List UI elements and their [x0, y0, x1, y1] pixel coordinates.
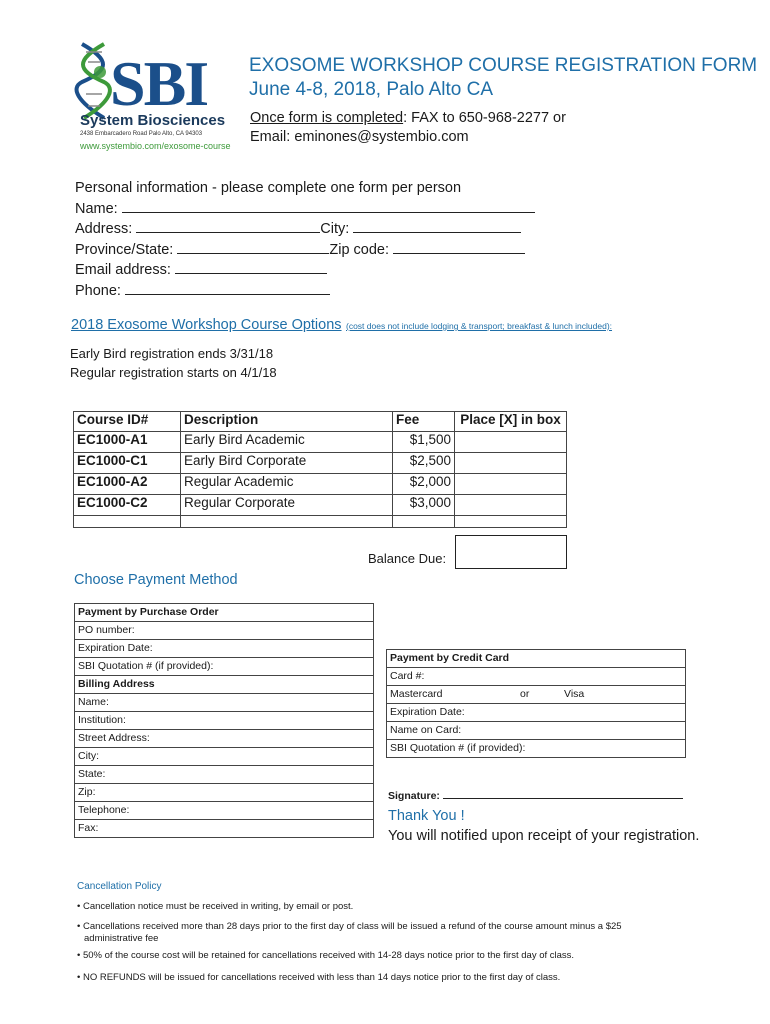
course-desc: Early Bird Academic — [181, 432, 393, 453]
cancellation-heading: Cancellation Policy — [77, 881, 162, 892]
po-quotation-field[interactable]: SBI Quotation # (if provided): — [75, 658, 373, 676]
course-options-heading — [71, 316, 671, 334]
personal-heading: Personal information - please complete one form per person — [75, 180, 462, 196]
course-id: EC1000-C2 — [74, 495, 181, 516]
signature-field[interactable] — [388, 788, 683, 802]
billing-fax-field[interactable]: Fax: — [78, 822, 99, 834]
email-instructions: Email: eminones@systembio.com — [250, 129, 469, 145]
name-label: Name: — [75, 200, 118, 217]
po-title: Payment by Purchase Order — [75, 604, 373, 622]
course-id: EC1000-A1 — [74, 432, 181, 453]
po-expiration-field[interactable]: Expiration Date: — [75, 640, 373, 658]
place-x-box[interactable] — [455, 495, 567, 516]
header-description: Description — [181, 412, 393, 432]
course-table — [73, 411, 567, 528]
billing-telephone-field[interactable]: Telephone: — [75, 802, 373, 820]
cancellation-item: • 50% of the course cost will be retained for cancellations received with 14-28 days notice prior to the first day of class. — [77, 950, 575, 961]
visa-option[interactable]: Visa — [564, 688, 585, 700]
phone-label: Phone: — [75, 282, 121, 299]
thank-you-text: You will notified upon receipt of your registration. — [388, 828, 700, 844]
options-title: 2018 Exosome Workshop Course Options — [71, 317, 342, 333]
cancellation-item: • Cancellation notice must be received in writing, by email or post. — [77, 901, 354, 912]
early-bird-text: Early Bird registration ends 3/31/18 — [70, 346, 274, 361]
table-row — [74, 495, 567, 516]
header-course-id: Course ID# — [74, 412, 181, 432]
balance-due-label: Balance Due: — [368, 551, 447, 566]
course-id: EC1000-A2 — [74, 474, 181, 495]
address-field[interactable] — [75, 219, 545, 240]
table-header-row — [74, 412, 567, 432]
address-label: Address: — [75, 221, 133, 237]
cc-type-row — [387, 686, 685, 704]
fax-instructions — [250, 109, 566, 128]
province-label: Province/State: — [75, 241, 174, 258]
course-fee: $2,500 — [393, 453, 455, 474]
email-field[interactable] — [75, 260, 545, 281]
header-place: Place [X] in box — [455, 412, 567, 432]
billing-state-field[interactable]: State: — [75, 766, 373, 784]
zip-label: Zip code: — [329, 241, 390, 258]
place-x-box[interactable] — [455, 474, 567, 495]
payment-heading: Choose Payment Method — [74, 572, 238, 588]
fax-lead: Once form is completed — [250, 110, 404, 126]
logo — [74, 42, 244, 154]
billing-address-title: Billing Address — [75, 676, 373, 694]
cancellation-item: • NO REFUNDS will be issued for cancellations received with less than 14 days notice prior to the first day of class. — [77, 972, 561, 983]
course-desc: Early Bird Corporate — [181, 453, 393, 474]
header-fee: Fee — [393, 412, 455, 432]
place-x-box[interactable] — [455, 453, 567, 474]
form-subtitle: June 4-8, 2018, Palo Alto CA — [249, 79, 493, 100]
credit-card-box — [386, 649, 686, 758]
options-note: (cost does not include lodging & transport; breakfast & lunch included): — [346, 321, 613, 331]
province-field[interactable] — [75, 240, 545, 261]
course-desc: Regular Corporate — [181, 495, 393, 516]
fax-text: : FAX to 650-968-2277 or — [403, 110, 566, 126]
form-title: EXOSOME WORKSHOP COURSE REGISTRATION FORM — [249, 55, 758, 76]
cc-name-field[interactable]: Name on Card: — [387, 722, 685, 740]
or-text: or — [520, 688, 530, 700]
table-row — [74, 453, 567, 474]
mastercard-option[interactable]: Mastercard — [390, 688, 443, 700]
billing-city-field[interactable]: City: — [75, 748, 373, 766]
phone-field[interactable] — [75, 281, 545, 302]
personal-info — [75, 178, 545, 301]
cancellation-item-cont: administrative fee — [84, 933, 159, 944]
billing-institution-field[interactable]: Institution: — [75, 712, 373, 730]
thank-you-title: Thank You ! — [388, 808, 465, 824]
cc-card-field[interactable]: Card #: — [387, 668, 685, 686]
cancellation-item: • Cancellations received more than 28 days prior to the first day of class will be issued a refund of the course amount minus a $25 — [77, 921, 622, 932]
logo-company: System Biosciences — [80, 112, 226, 129]
course-fee: $1,500 — [393, 432, 455, 453]
course-fee: $3,000 — [393, 495, 455, 516]
balance-due-box[interactable] — [455, 535, 567, 569]
billing-street-field[interactable]: Street Address: — [75, 730, 373, 748]
email-label: Email address: — [75, 262, 171, 278]
table-row — [74, 432, 567, 453]
logo-address: 2438 Embarcadero Road Palo Alto, CA 94303 — [80, 131, 203, 137]
city-label: City: — [320, 221, 350, 237]
billing-name-field[interactable]: Name: — [75, 694, 373, 712]
course-desc: Regular Academic — [181, 474, 393, 495]
cc-expiration-field[interactable]: Expiration Date: — [387, 704, 685, 722]
regular-text: Regular registration starts on 4/1/18 — [70, 364, 277, 380]
cc-quotation-field[interactable]: SBI Quotation # (if provided): — [390, 742, 526, 754]
course-id: EC1000-C1 — [74, 453, 181, 474]
table-row-empty — [74, 516, 567, 528]
name-field[interactable] — [75, 199, 545, 220]
registration-dates — [70, 345, 277, 382]
place-x-box[interactable] — [455, 432, 567, 453]
cc-title: Payment by Credit Card — [387, 650, 685, 668]
table-row — [74, 474, 567, 495]
course-fee: $2,000 — [393, 474, 455, 495]
po-number-field[interactable]: PO number: — [75, 622, 373, 640]
logo-brand: SBI — [110, 48, 208, 119]
logo-url[interactable]: www.systembio.com/exosome-course — [80, 141, 231, 151]
signature-label: Signature: — [388, 790, 440, 802]
billing-zip-field[interactable]: Zip: — [75, 784, 373, 802]
purchase-order-box — [74, 603, 374, 838]
